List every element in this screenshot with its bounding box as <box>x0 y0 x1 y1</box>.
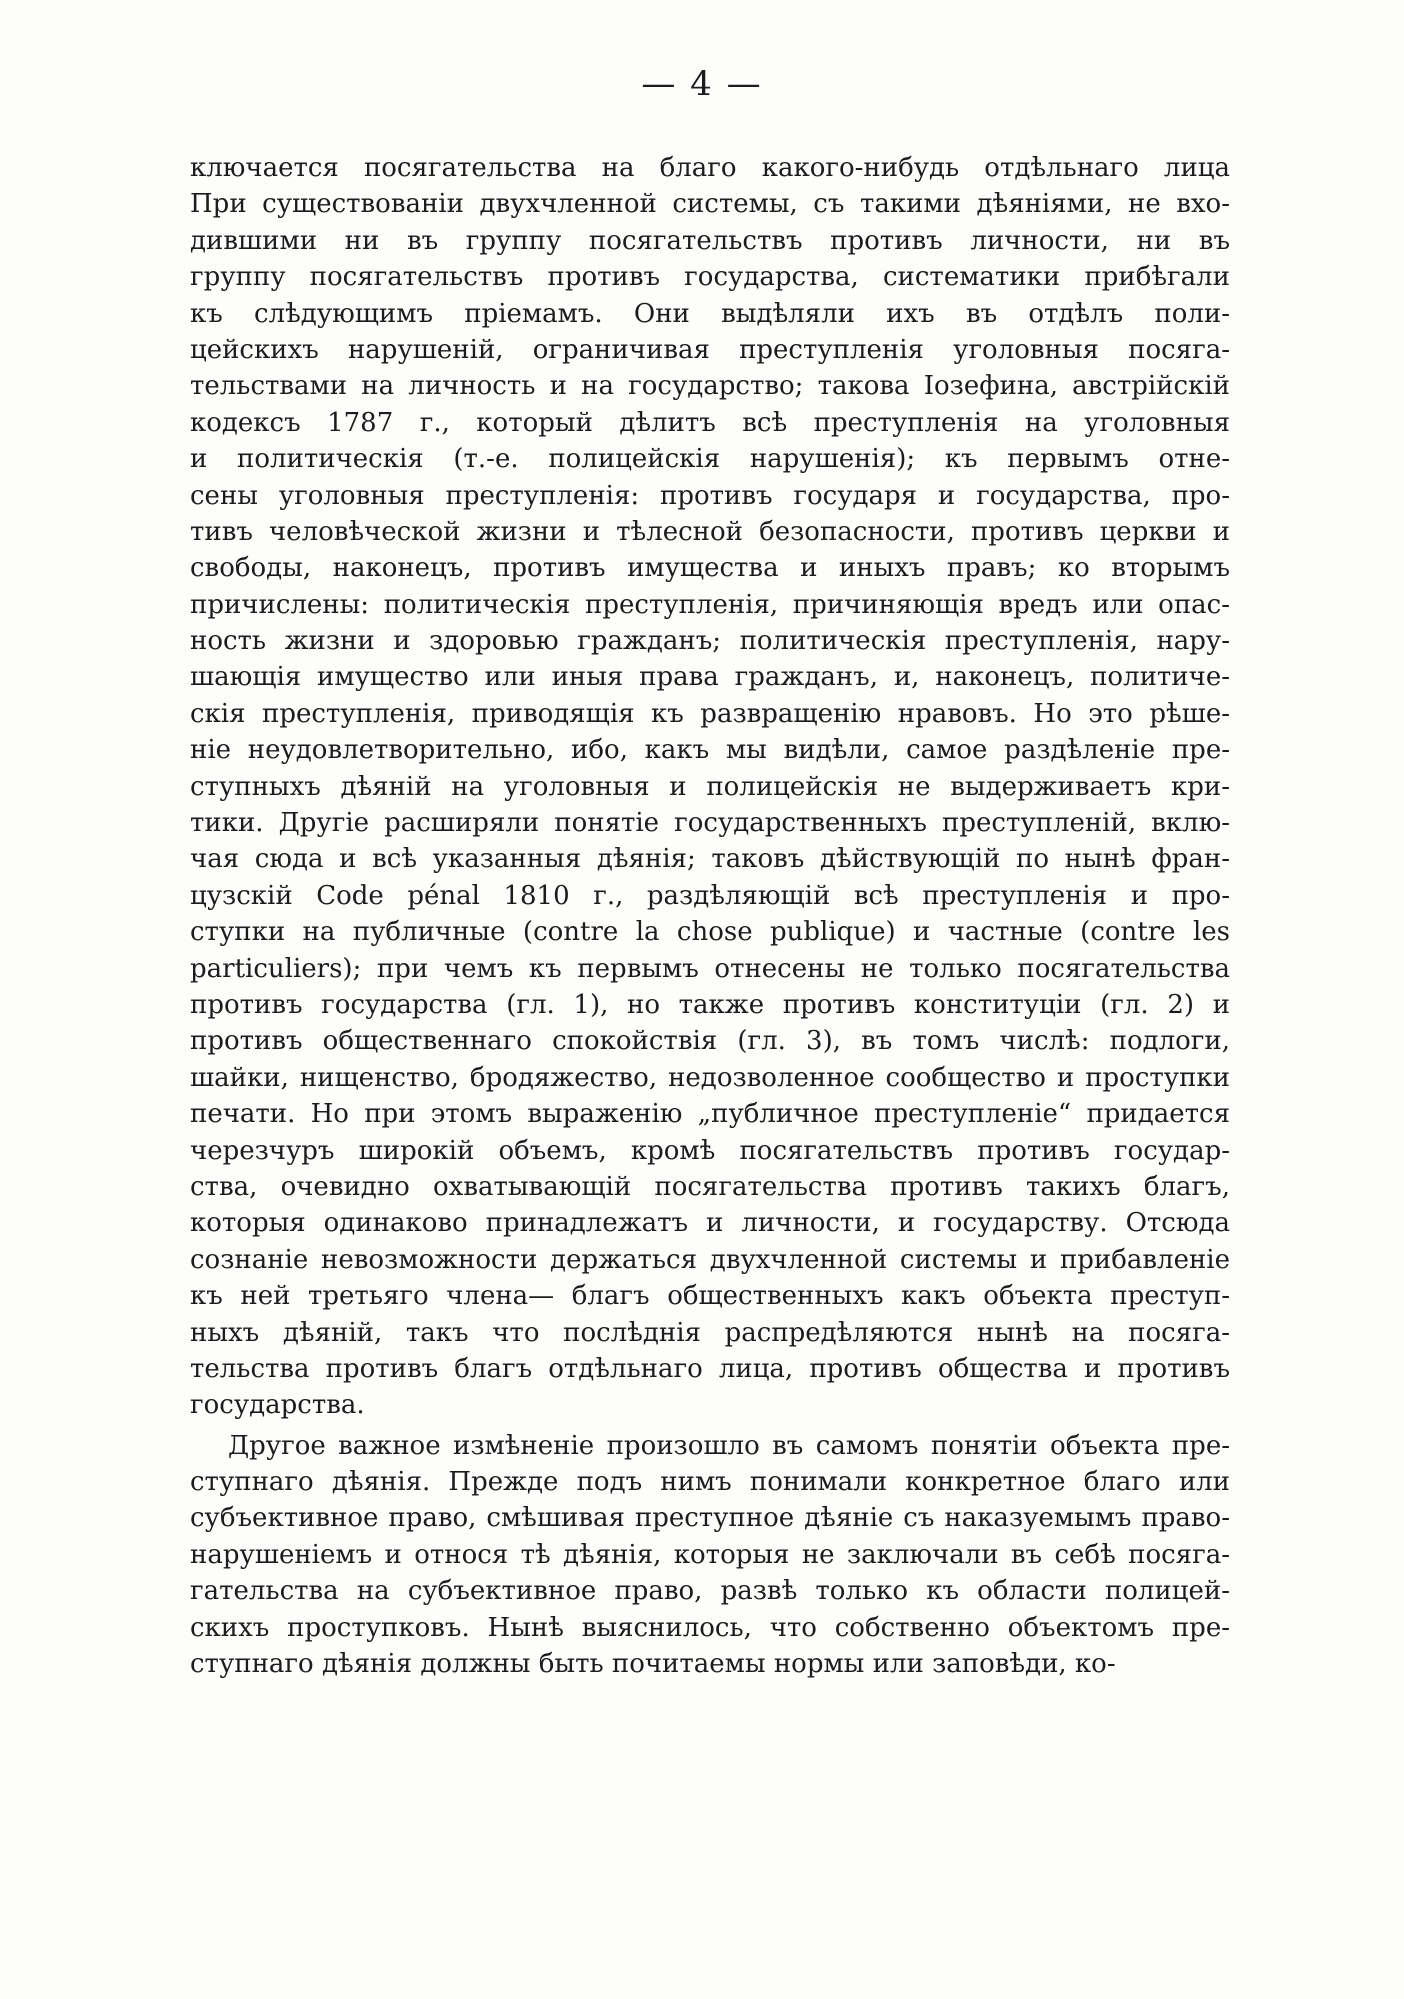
text-line: тивъ человѣческой жизни и тѣлесной безопасности, противъ церкви и <box>190 516 1230 547</box>
text-line: ніе неудовлетворительно, ибо, какъ мы видѣли, самое раздѣленіе пре- <box>190 735 1230 766</box>
text-line: свободы, наконецъ, противъ имущества и иныхъ правъ; ко вторымъ <box>190 553 1230 584</box>
text-line: ступнаго дѣянія должны быть почитаемы нормы или заповѣди, ко- <box>190 1649 1116 1680</box>
paragraph <box>190 1428 1230 1683</box>
text-line: чая сюда и всѣ указанныя дѣянія; таковъ дѣйствующій по нынѣ фран- <box>190 844 1230 875</box>
text-line: и политическія (т.-е. полицейскія нарушенія); къ первымъ отне- <box>190 444 1230 475</box>
text-line: шайки, нищенство, бродяжество, недозволенное сообщество и проступки <box>190 1062 1230 1093</box>
text-line: кодексъ 1787 г., который дѣлитъ всѣ преступленія на уголовныя <box>190 407 1230 438</box>
text-line: которыя одинаково принадлежатъ и личности, и государству. Отсюда <box>190 1208 1230 1239</box>
text-line: противъ государства (гл. 1), но также противъ конституціи (гл. 2) и <box>190 989 1230 1020</box>
text-line: причислены: политическія преступленія, причиняющія вредъ или опас- <box>190 589 1230 620</box>
text-line: ступныхъ дѣяній на уголовныя и полицейскія не выдерживаетъ кри- <box>190 771 1230 802</box>
text-line: цейскихъ нарушеній, ограничивая преступленія уголовныя посяга- <box>190 334 1230 365</box>
text-line: противъ общественнаго спокойствія (гл. 3), въ томъ числѣ: подлоги, <box>190 1026 1230 1057</box>
text-line: скихъ проступковъ. Нынѣ выяснилось, что собственно объектомъ пре- <box>190 1612 1230 1643</box>
text-line: ключается посягательства на благо какого-нибудь отдѣльнаго лица <box>190 153 1230 183</box>
text-line: къ слѣдующимъ пріемамъ. Они выдѣляли ихъ въ отдѣлъ поли- <box>190 298 1230 329</box>
text-line: тельства противъ благъ отдѣльнаго лица, противъ общества и противъ <box>190 1353 1230 1384</box>
text-line: цузскій Code pénal 1810 г., раздѣляющій всѣ преступленія и про- <box>190 880 1230 911</box>
text-line: тики. Другіе расширяли понятіе государственныхъ преступленій, вклю- <box>190 808 1230 839</box>
text-line: ства, очевидно охватывающій посягательства противъ такихъ благъ, <box>190 1171 1230 1202</box>
paragraph <box>190 150 1230 1424</box>
text-line: черезчуръ широкій объемъ, кромѣ посягательствъ противъ государ- <box>190 1135 1230 1166</box>
text-line: тельствами на личность и на государство; такова Іозефина, австрійскій <box>190 371 1230 402</box>
text-line: группу посягательствъ противъ государства, систематики прибѣгали <box>190 262 1230 293</box>
text-line: particuliers); при чемъ къ первымъ отнесены не только посягательства <box>190 953 1230 984</box>
text-line: сознаніе невозможности держаться двухчленной системы и прибавленіе <box>190 1244 1230 1275</box>
text-line: ступки на публичные (contre la chose publique) и частные (contre les <box>190 917 1230 948</box>
text-line: При существованіи двухчленной системы, съ такими дѣяніями, не вхо- <box>190 189 1230 220</box>
text-line: ность жизни и здоровью гражданъ; политическія преступленія, нару- <box>190 626 1230 657</box>
text-line: субъективное право, смѣшивая преступное дѣяніе съ наказуемымъ право- <box>190 1503 1230 1534</box>
text-line: ступнаго дѣянія. Прежде подъ нимъ понимали конкретное благо или <box>190 1467 1230 1498</box>
text-line: сены уголовныя преступленія: противъ государя и государства, про- <box>190 480 1230 511</box>
text-line: шающія имущество или иныя права гражданъ, и, наконецъ, политиче- <box>190 662 1230 693</box>
text-line: скія преступленія, приводящія къ развращенію нравовъ. Но это рѣше- <box>190 698 1230 729</box>
text-line: къ ней третьяго члена— благъ общественныхъ какъ объекта преступ- <box>190 1281 1230 1312</box>
text-line: печати. Но при этомъ выраженію „публичное преступленіе“ придается <box>190 1099 1230 1130</box>
body-text <box>190 150 1230 1682</box>
text-line: нарушеніемъ и относя тѣ дѣянія, которыя не заключали въ себѣ посяга- <box>190 1539 1230 1570</box>
text-line: Другое важное измѣненіе произошло въ самомъ понятіи объекта пре- <box>228 1430 1230 1461</box>
text-line: гательства на субъективное право, развѣ только къ области полицей- <box>190 1576 1230 1607</box>
text-line: государства. <box>190 1390 365 1421</box>
page-number: — 4 — <box>641 64 763 104</box>
text-line: ныхъ дѣяній, такъ что послѣднія распредѣляются нынѣ на посяга- <box>190 1317 1230 1348</box>
text-line: дившими ни въ группу посягательствъ противъ личности, ни въ <box>190 225 1230 256</box>
